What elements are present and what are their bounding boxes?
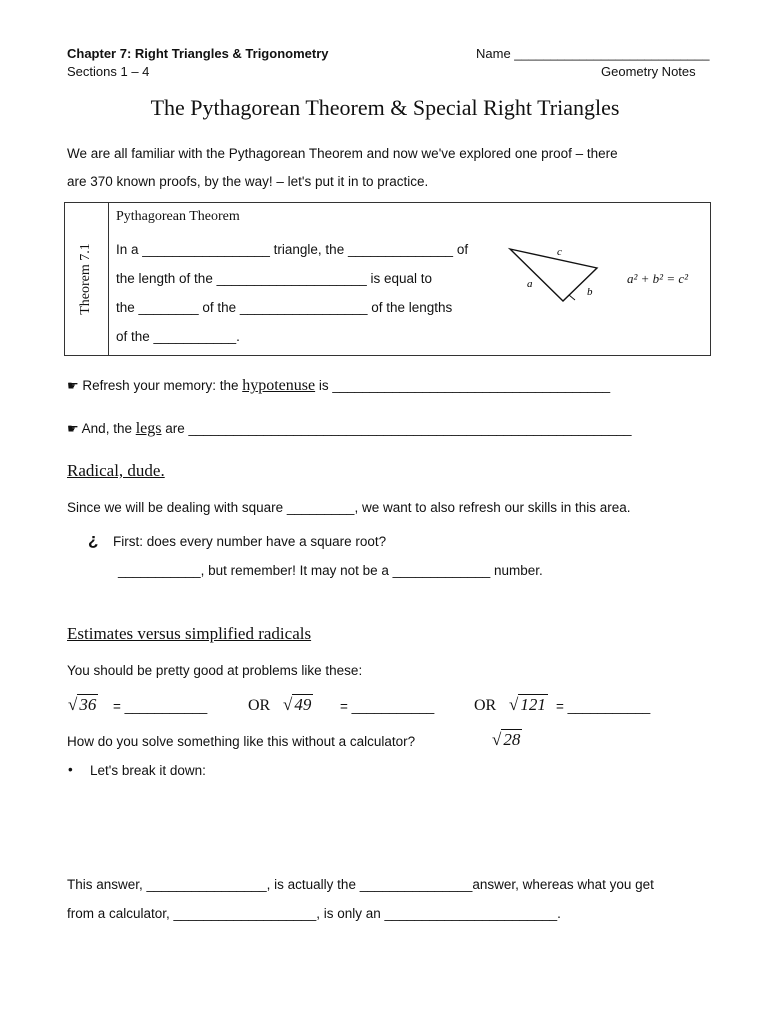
sqrt-49: √ 49: [283, 695, 312, 714]
refresh-pre: Refresh your memory: the: [82, 378, 243, 393]
intro-line-1: We are all familiar with the Pythagorean Theorem and now we've explored one proof – there: [67, 146, 618, 161]
legs-line: [67, 420, 632, 438]
radical-heading: Radical, dude.: [67, 461, 165, 480]
refresh-post: is _____________________________________: [315, 378, 611, 393]
conclusion-line-2: from a calculator, ___________________, is only an _______________________.: [67, 906, 561, 921]
label-b: b: [587, 286, 593, 298]
theorem-box: [64, 202, 711, 356]
radicand-28: 28: [503, 730, 521, 749]
calculator-question: How do you solve something like this without a calculator?: [67, 734, 416, 749]
triangle-shape: [510, 249, 597, 301]
pythagorean-formula: a² + b² = c²: [627, 271, 689, 286]
radicand-49: 49: [294, 695, 312, 714]
theorem-line-3: the ________ of the _________________ of the lengths: [116, 300, 453, 315]
sqrt-28: √ 28: [492, 730, 521, 749]
theorem-heading: Pythagorean Theorem: [116, 209, 240, 224]
estimates-intro: You should be pretty good at problems like these:: [67, 663, 363, 678]
blank-3: = ___________: [556, 699, 651, 714]
sqrt-36: √ 36: [68, 695, 97, 714]
or-2: OR: [474, 697, 497, 714]
pointing-hand-icon: ☛: [67, 421, 79, 436]
conclusion-line-1: This answer, ________________, is actually the _______________answer, whereas what you get: [67, 877, 654, 892]
chapter-title: Chapter 7: Right Triangles & Trigonometry: [67, 46, 329, 61]
legs-pre: And, the: [81, 421, 136, 436]
theorem-line-2: the length of the ____________________ is equal to: [116, 271, 433, 286]
sections-label: Sections 1 – 4: [67, 64, 150, 79]
right-triangle-diagram: [505, 241, 605, 303]
legs-term: legs: [135, 420, 162, 437]
pointing-hand-icon: ☛: [67, 378, 79, 393]
legs-post: are ___________________________________________________________: [161, 421, 632, 436]
label-a: a: [527, 278, 533, 290]
page-title: The Pythagorean Theorem & Special Right Triangles: [150, 95, 620, 120]
notes-label: Geometry Notes: [601, 64, 696, 79]
radical-question: First: does every number have a square root?: [113, 534, 387, 549]
estimates-heading: Estimates versus simplified radicals: [67, 624, 312, 643]
theorem-number: Theorem 7.1: [78, 243, 93, 315]
radical-answer: ___________, but remember! It may not be a _____________ number.: [118, 563, 543, 578]
sqrt-121: √ 121: [509, 695, 546, 714]
radicand-36: 36: [79, 695, 97, 714]
name-field: Name ___________________________: [476, 46, 710, 61]
label-c: c: [557, 246, 562, 258]
question-mark-icon: ¿: [88, 530, 99, 549]
theorem-side-panel: [65, 203, 109, 355]
blank-1: = ___________: [113, 699, 208, 714]
intro-line-2: are 370 known proofs, by the way! – let's put it in to practice.: [67, 174, 429, 189]
theorem-line-1: In a _________________ triangle, the ______________ of: [116, 242, 469, 257]
theorem-line-4: of the ___________.: [116, 329, 240, 344]
radicand-121: 121: [520, 695, 546, 714]
blank-2: = ___________: [340, 699, 435, 714]
hypotenuse-term: hypotenuse: [242, 377, 316, 394]
radical-line-1: Since we will be dealing with square _________, we want to also refresh our skills in this area.: [67, 500, 631, 515]
bullet-dot: •: [68, 762, 73, 777]
break-it-down: Let's break it down:: [90, 763, 206, 778]
refresh-line: [67, 377, 610, 395]
or-1: OR: [248, 697, 271, 714]
